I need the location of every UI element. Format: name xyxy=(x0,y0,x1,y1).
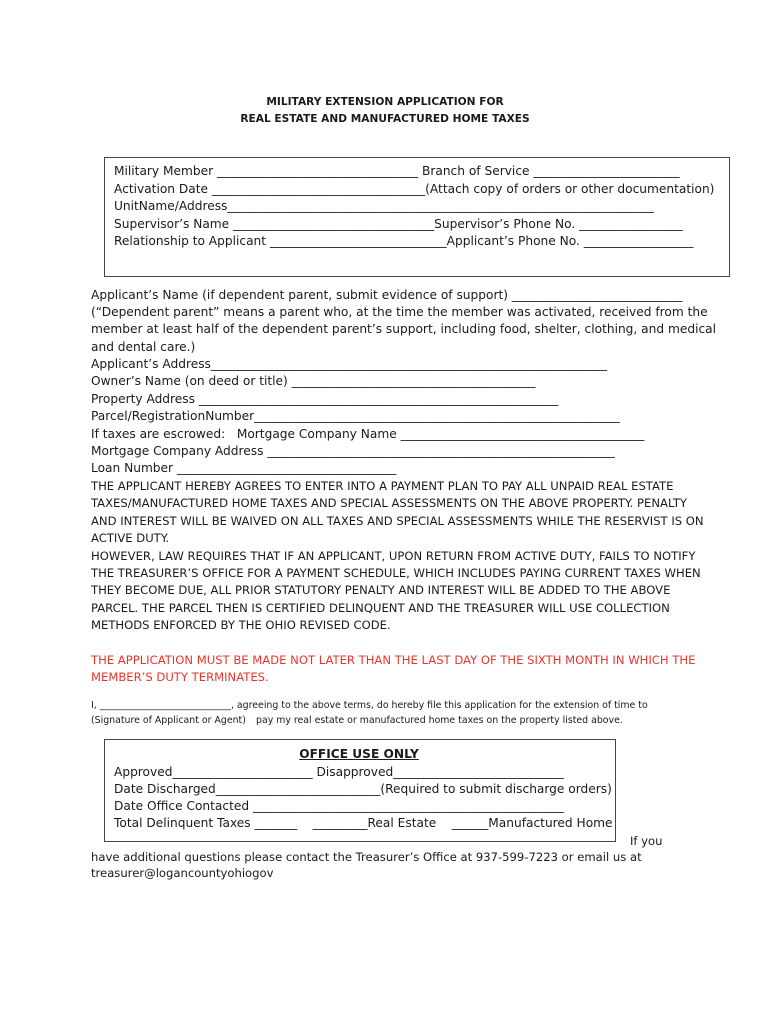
agreement-line: THE TREASURER’S OFFICE FOR A PAYMENT SCHEDULE, WHICH INCLUDES PAYING CURRENT TAXES WHEN xyxy=(91,566,701,580)
dependent-parent-note-1: (“Dependent parent” means a parent who, at the time the member was activated, received from the xyxy=(91,305,708,319)
agreement-line: TAXES/MANUFACTURED HOME TAXES AND SPECIAL ASSESSMENTS ON THE ABOVE PROPERTY. PENALTY xyxy=(91,496,687,510)
relationship-field[interactable]: Relationship to Applicant _____________________________Applicant’s Phone No. __________________ xyxy=(114,234,694,248)
agreement-line: AND INTEREST WILL BE WAIVED ON ALL TAXES AND SPECIAL ASSESSMENTS WHILE THE RESERVIST IS ON xyxy=(91,514,704,528)
treasurer-email[interactable]: treasurer@logancountyohiogov xyxy=(91,866,274,880)
agreement-line: METHODS ENFORCED BY THE OHIO REVISED CODE. xyxy=(91,618,391,632)
approved-field[interactable]: Approved_______________________ Disapproved____________________________ xyxy=(114,765,564,779)
agreement-line: THEY BECOME DUE, ALL PRIOR STATUTORY PENALTY AND INTEREST WILL BE ADDED TO THE ABOVE xyxy=(91,583,671,597)
footer-contact-line: have additional questions please contact the Treasurer’s Office at 937-599-7223 or email us at xyxy=(91,850,642,864)
supervisor-field[interactable]: Supervisor’s Name _________________________________Supervisor’s Phone No. _________________ xyxy=(114,217,683,231)
parcel-number-field[interactable]: Parcel/RegistrationNumber____________________________________________________________ xyxy=(91,409,620,423)
deadline-notice-line-2: MEMBER’S DUTY TERMINATES. xyxy=(91,670,269,684)
agreement-line: ACTIVE DUTY. xyxy=(91,531,170,545)
mortgage-company-address-field[interactable]: Mortgage Company Address _________________________________________________________ xyxy=(91,444,615,458)
agreement-line: HOWEVER, LAW REQUIRES THAT IF AN APPLICANT, UPON RETURN FROM ACTIVE DUTY, FAILS TO NOTIFY xyxy=(91,549,696,563)
mortgage-company-name-field[interactable]: If taxes are escrowed: Mortgage Company Name ________________________________________ xyxy=(91,427,645,441)
property-address-field[interactable]: Property Address ___________________________________________________________ xyxy=(91,392,559,406)
footer-if-you: If you xyxy=(630,834,663,848)
date-office-contacted-field[interactable]: Date Office Contacted ___________________________________________________ xyxy=(114,799,564,813)
signature-line-continued: pay my real estate or manufactured home taxes on the property listed above. xyxy=(256,715,623,726)
dependent-parent-note-3: and dental care.) xyxy=(91,340,196,354)
agreement-line: THE APPLICANT HEREBY AGREES TO ENTER INTO A PAYMENT PLAN TO PAY ALL UNPAID REAL ESTATE xyxy=(91,479,674,493)
signature-line[interactable]: I, ____________________________, agreeing to the above terms, do hereby file this application for the extension of time to xyxy=(91,700,648,711)
form-title-line-2: REAL ESTATE AND MANUFACTURED HOME TAXES xyxy=(240,113,530,125)
applicant-name-field[interactable]: Applicant’s Name (if dependent parent, submit evidence of support) ____________________________ xyxy=(91,288,683,302)
deadline-notice-line-1: THE APPLICATION MUST BE MADE NOT LATER THAN THE LAST DAY OF THE SIXTH MONTH IN WHICH THE xyxy=(91,653,696,667)
office-use-heading: OFFICE USE ONLY xyxy=(299,747,419,761)
form-title-line-1: MILITARY EXTENSION APPLICATION FOR xyxy=(266,96,504,108)
loan-number-field[interactable]: Loan Number ____________________________________ xyxy=(91,461,397,475)
agreement-line: PARCEL. THE PARCEL THEN IS CERTIFIED DELINQUENT AND THE TREASURER WILL USE COLLECTION xyxy=(91,601,670,615)
date-discharged-field[interactable]: Date Discharged___________________________(Required to submit discharge orders) xyxy=(114,782,612,796)
owner-name-field[interactable]: Owner’s Name (on deed or title) ________________________________________ xyxy=(91,374,536,388)
total-delinquent-taxes-field[interactable]: Total Delinquent Taxes _______ _________Real Estate ______Manufactured Home xyxy=(114,816,613,830)
applicant-address-field[interactable]: Applicant’s Address_________________________________________________________________ xyxy=(91,357,607,371)
military-member-field[interactable]: Military Member _________________________________ Branch of Service ________________________ xyxy=(114,164,680,178)
dependent-parent-note-2: member at least half of the dependent parent’s support, including food, shelter, clothing, and medical xyxy=(91,322,717,336)
signature-label: (Signature of Applicant or Agent) xyxy=(91,715,246,726)
unit-address-field[interactable]: UnitName/Address______________________________________________________________________ xyxy=(114,199,654,213)
activation-date-field[interactable]: Activation Date ___________________________________(Attach copy of orders or other documentation) xyxy=(114,182,715,196)
